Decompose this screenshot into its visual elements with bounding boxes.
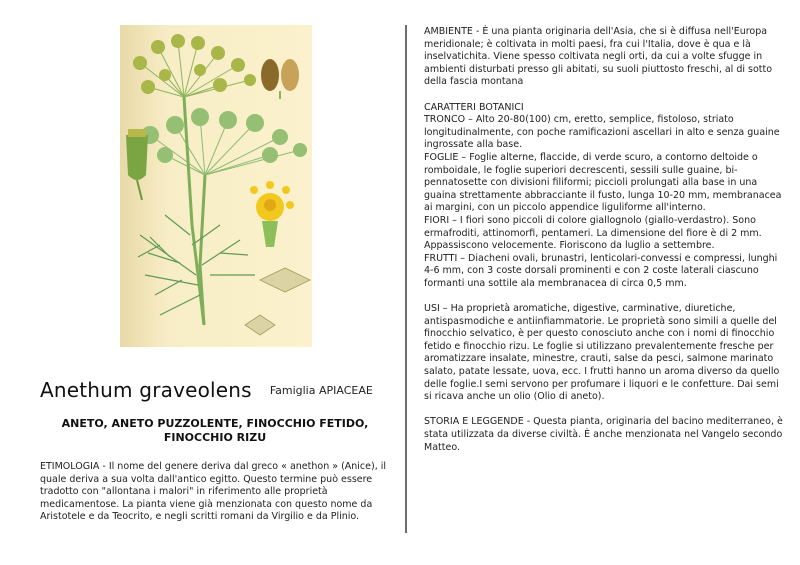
- latin-name: Anethum graveolens: [40, 378, 252, 402]
- uses-section: [424, 303, 786, 404]
- common-names: ANETO, ANETO PUZZOLENTE, FINOCCHIO FETIDO, FINOCCHIO RIZU: [61, 417, 369, 444]
- uses-text: USI – Ha proprietà aromatiche, digestive, carminative, diuretiche, antispasmodiche e antiinfiammatorie. Le proprietà sono simili a quelle del finocchio selvatico, è per questo conosciuto anche con i nomi di finocchio fetido e finocchio rizu. Le foglie si utilizzano prevalentemente fresche per aromatizzare insalate, minestre, crauti, salse da pesci, salmone marinato salato, patate lessate, uova, ecc. I frutti hanno un aroma diverso da quello delle foglie.I semi servono per profumare i liquori e le confetture. Dai semi si ricava anche un olio (Olio di aneto).: [424, 303, 780, 403]
- trunk-text: TRONCO – Alto 20-80(100) cm, eretto, semplice, fistoloso, striato longitudinalmente, con poche ramificazioni ascellari in alto e senza guaine ingrossate alla base.: [424, 114, 780, 151]
- botanical-characters-section: [424, 102, 786, 291]
- column-divider: [405, 25, 407, 533]
- history-text: STORIA E LEGGENDE - Questa pianta, originaria del bacino mediterraneo, è stata utilizzata da diverse civiltà. È anche menzionata nel Vangelo secondo Matteo.: [424, 416, 783, 453]
- fruits-text: FRUTTI – Diacheni ovali, brunastri, lenticolari-convessi e compressi, lunghi 4-6 mm, con 3 coste dorsali prominenti e con 2 coste laterali ciascuno formanti una sottile ala membranacea di circa 0,5 mm.: [424, 252, 778, 289]
- family-name: Famiglia APIACEAE: [269, 384, 373, 397]
- leaves-text: FOGLIE – Foglie alterne, flaccide, di verde scuro, a contorno deltoide o romboidale, le foglie superiori decrescenti, sessili sulle guaine, bi-pennatosette con divisioni filiformi; piccioli prolungati alla base in una guaina strettamente abbracciante il fusto, lunga 10-20 mm, membranacea ai margini, con un piccolo appendice liguliforme all'interno.: [424, 151, 782, 214]
- history-section: [424, 416, 786, 454]
- dill-plant-drawing: [120, 25, 312, 347]
- etymology-text: ETIMOLOGIA - Il nome del genere deriva dal greco « anethon » (Anice), il quale deriva a sua volta dall'antico egitto. Questo termine può essere tradotto con "allontana i malori" in riferimento alle proprietà medicamentose. La pianta viene già menzionata con questo nome da Aristotele e da Teocrito, e negli scritti romani da Virgilio e da Plinio.: [40, 461, 387, 523]
- botanical-illustration: [120, 25, 312, 347]
- botanical-heading: CARATTERI BOTANICI: [424, 101, 524, 113]
- species-heading: [40, 378, 400, 402]
- flowers-text: FIORI – I fiori sono piccoli di colore giallognolo (giallo-verdastro). Sono ermafroditi, attinomorfi, pentameri. La dimensione del fiore è di 2 mm. Appassiscono velocemente. Fioriscono da luglio a settembre.: [424, 214, 762, 252]
- environment-text: AMBIENTE - È una pianta originaria dell'Asia, che si è diffusa nell'Europa meridionale; è coltivata in molti paesi, fra cui l'Italia, dove è qua e là inselvatichita. Viene spesso coltivata negli orti, da cui a volte sfugge in ambienti disturbati presso gli abitati, su suoli piuttosto freschi, al di sotto della fascia montana: [424, 26, 773, 88]
- environment-section: [424, 26, 786, 89]
- description-column: [424, 26, 786, 467]
- etymology-section: [40, 461, 398, 524]
